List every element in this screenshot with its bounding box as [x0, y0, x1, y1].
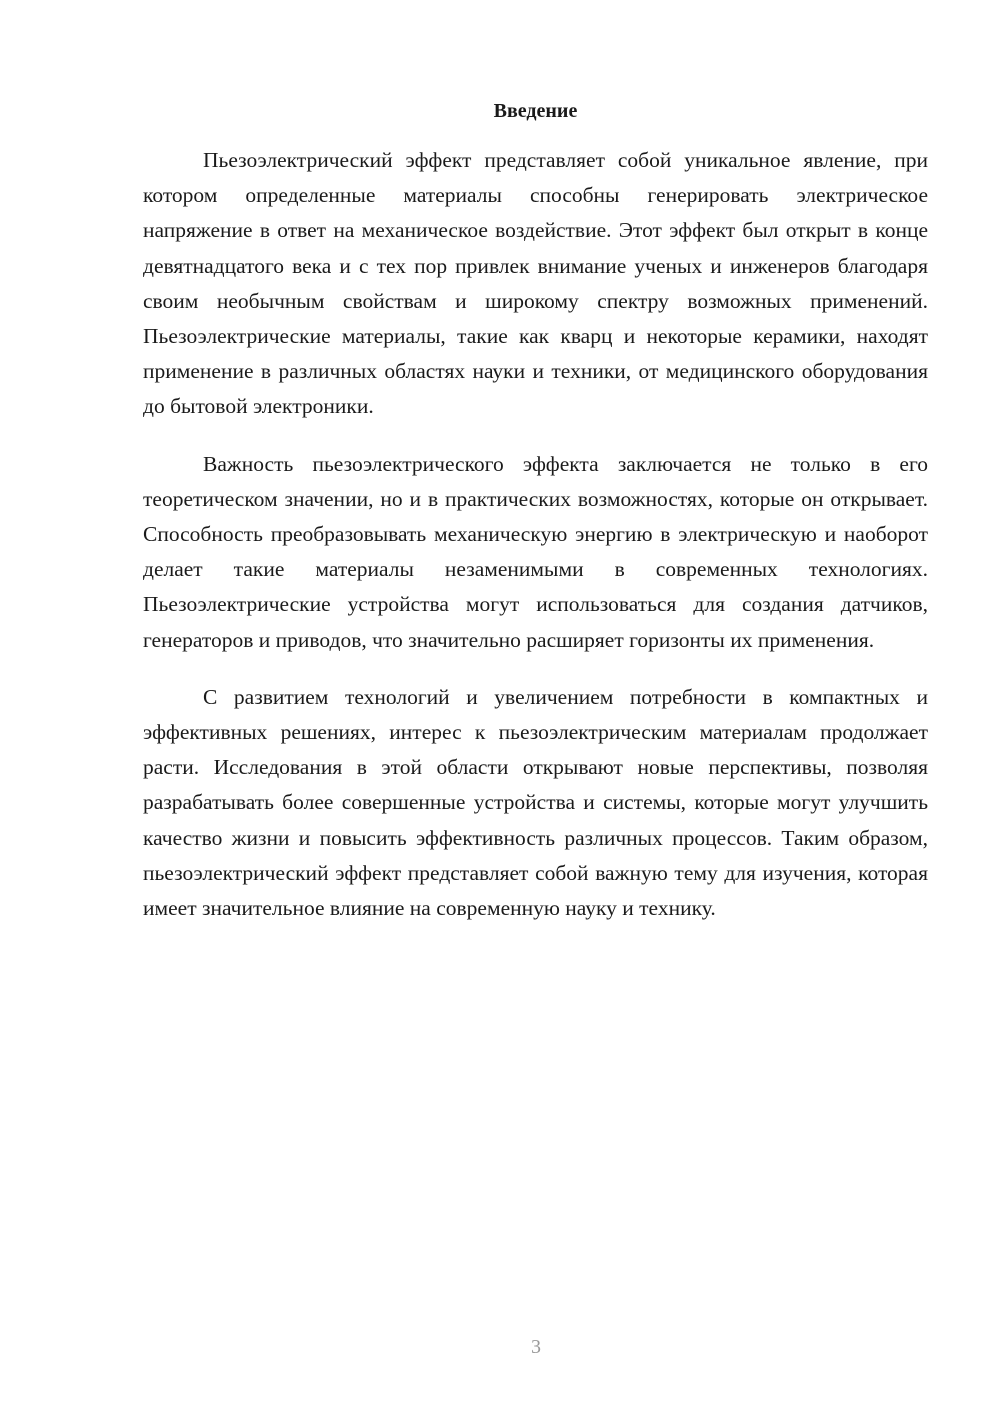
page-title: [143, 97, 928, 125]
paragraph-2: Важность пьезоэлектрического эффекта заключается не только в его теоретическом значении, но и в практических возможностях, которые он открывает. Способность преобразовывать механическую энергию в электрическую и наоборот делает такие материалы незаменимыми в современных технологиях. Пьезоэлектрические устройства могут использоваться для создания датчиков, генераторов и приводов, что значительно расширяет горизонты их применения.: [143, 451, 928, 652]
page-number: 3: [531, 1336, 541, 1358]
paragraph-1: Пьезоэлектрический эффект представляет собой уникальное явление, при котором определенные материалы способны генерировать электрическое напряжение в ответ на механическое воздействие. Этот эффект был открыт в конце девятнадцатого века и с тех пор привлек внимание ученых и инженеров благодаря своим необычным свойствам и широкому спектру возможных применений. Пьезоэлектрические материалы, такие как кварц и некоторые керамики, находят применение в различных областях науки и техники, от медицинского оборудования до бытовой электроники.: [143, 148, 928, 419]
body-text: [143, 143, 928, 948]
page-title-text: Введение: [493, 100, 578, 122]
paragraph-3: С развитием технологий и увеличением потребности в компактных и эффективных решениях, интерес к пьезоэлектрическим материалам продолжает расти. Исследования в этой области открывают новые перспективы, позволяя разрабатывать более совершенные устройства и системы, которые могут улучшить качество жизни и повысить эффективность различных процессов. Таким образом, пьезоэлектрический эффект представляет собой важную тему для изучения, которая имеет значительное влияние на современную науку и технику.: [143, 684, 928, 921]
